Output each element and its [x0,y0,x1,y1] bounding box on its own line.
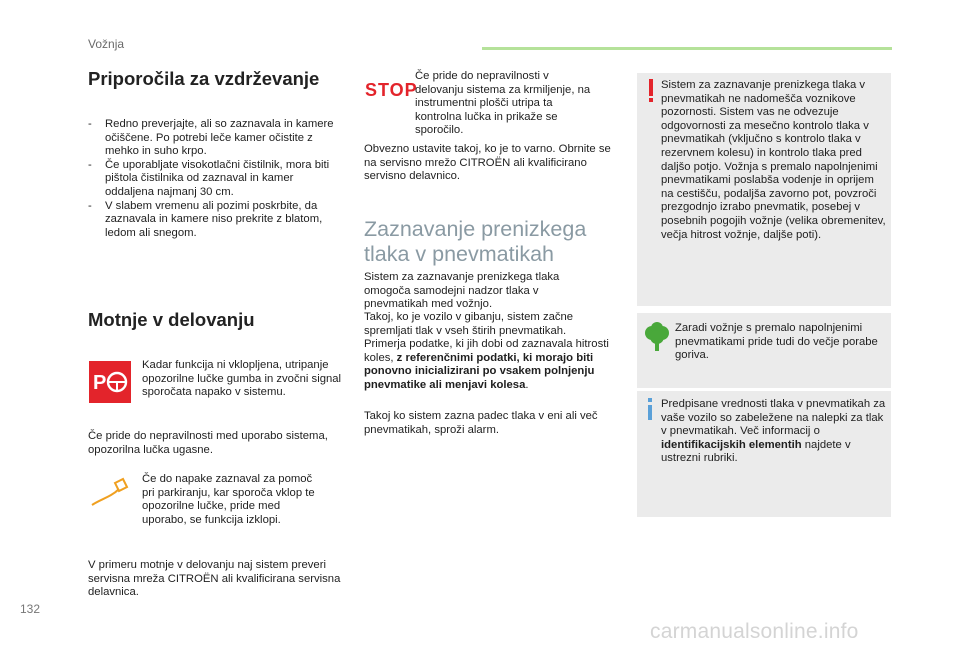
malfunction-title: Motnje v delovanju [88,309,255,330]
malfunction-icon2-text: Če do napake zaznaval za pomoč pri parkiranju, kar sporoča vklop te opozorilne lučke, pride med uporabo, se funkcija izklopi. [142,473,315,526]
list-item: - Redno preverjajte, ali so zaznavala in kamere očiščene. Po potrebi leče kamer očistite z mehko in suho krpo. [88,118,340,159]
maintenance-list [88,118,340,240]
exclamation-icon [646,79,656,103]
page-number: 132 [20,602,41,616]
list-item: - Če uporabljate visokotlačni čistilnik, mora biti pištola čistilnika od zaznaval in kamer oddaljena najmanj 30 cm. [88,159,340,200]
tpms-para-3: Takoj ko sistem zazna padec tlaka v eni ali več pnevmatikah, sproži alarm. [364,410,598,436]
malfunction-para-1: Če pride do nepravilnosti med uporabo sistema, opozorilna lučka ugasne. [88,430,328,456]
header-accent-line [482,47,892,50]
info-icon [646,398,654,420]
eco-text: Zaradi vožnje s premalo napolnjenimi pnevmatikami pride tudi do večje porabe goriva. [675,322,878,362]
malfunction-para-2: V primeru motnje v delovanju naj sistem preveri servisna mreža CITROËN ali kvalificirana servisna delavnica. [88,559,341,599]
section-label: Vožnja [88,37,125,51]
tpms-para-2: Takoj, ko je vozilo v gibanju, sistem začne spremljati tlak v vseh štirih pnevmatikah. Primerja podatke, ki jih dobi od zaznavala hitrosti koles, z referenčnimi podatki, ki morajo biti ponovno inicializirani po vsakem polnjenju pnevmatike ali menjavi kolesa. [364,311,609,391]
watermark: carmanualsonline.info [650,620,859,643]
tpms-intro: Sistem za zaznavanje prenizkega tlaka omogoča samodejni nadzor tlaka v pnevmatikah med vožnjo. [364,271,560,311]
eco-box [637,313,891,388]
park-assist-warning-icon [89,361,131,403]
tpms-title: Zaznavanje prenizkega tlaka v pnevmatikah [364,217,587,266]
stop-warning-icon: STOP [365,80,418,100]
list-item: - V slabem vremenu ali pozimi poskrbite, da zaznavala in kamere niso prekrite z blatom, ledom ali snegom. [88,200,340,241]
malfunction-icon-text: Kadar funkcija ni vklopljena, utripanje opozorilne lučke gumba in zvočni signal sporočata napako v sistemu. [142,359,342,399]
maintenance-title: Priporočila za vzdrževanje [88,68,320,89]
stop-text: Če pride do nepravilnosti v delovanju sistema za krmiljenje, na instrumentni plošči utripa ta kontrolna lučka in prikaže se sporočilo. [415,70,591,137]
info-box [637,391,891,517]
warning-text: Sistem za zaznavanje prenizkega tlaka v pnevmatikah ne nadomešča voznikove pozornosti. Sistem vas ne odvezuje odgovornosti za mesečno kontrolo tlaka v pnevmatikah (vključno s kontrolo tlaka v rezervnem kolesu) in kontrolo tlaka pred daljšo potjo. Vožnja s premalo napolnjenimi pnevmatikami poslabša vodenje in oprijem na cestišču, podaljša zavorno pot, povzroči prezgodnjo izrabo pnevmatik, posebej v posebnih pogojih vožnje (velika obremenitev, večja hitrost vožnje, daljše poti). [661,79,886,241]
steering-assist-icon [89,475,131,509]
warning-box [637,73,891,306]
svg-text:P: P [93,372,107,394]
eco-tree-icon [643,322,671,352]
info-text: Predpisane vrednosti tlaka v pnevmatikah za vaše vozilo so zabeležene na nalepki za tlak v pnevmatikah. Več informacij o identifikacijskih elementih najdete v ustrezni rubriki. [661,398,886,465]
stop-para: Obvezno ustavite takoj, ko je to varno. Obrnite se na servisno mrežo CITROËN ali kvalificirano servisno delavnico. [364,143,611,183]
